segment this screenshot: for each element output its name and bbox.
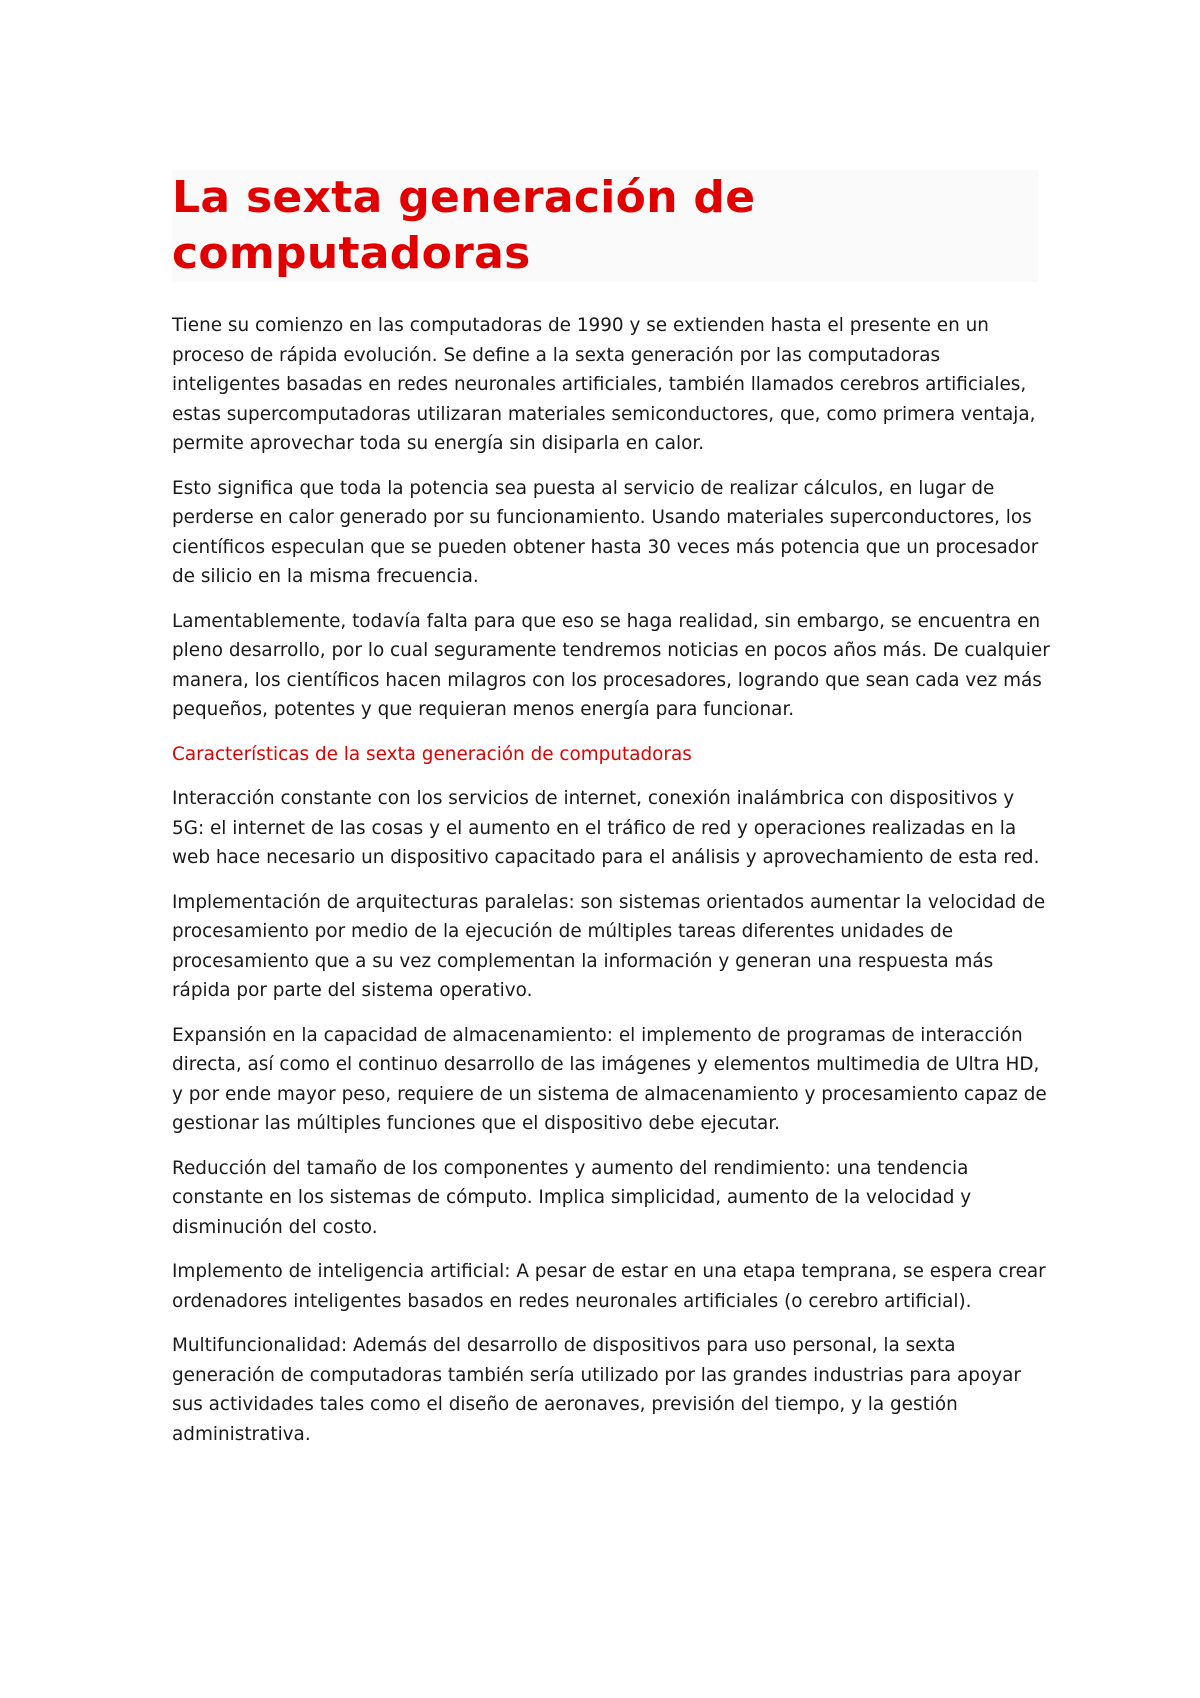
characteristic-paragraph: Expansión en la capacidad de almacenamiento: el implemento de programas de interacción directa, así como el continuo desarrollo de las imágenes y elementos multimedia de Ultra HD, y por ende mayor peso, requiere de un sistema de almacenamiento y procesamiento capaz de gestionar las múltiples funciones que el dispositivo debe ejecutar.	[172, 1024, 1047, 1134]
intro-paragraph-3: Lamentablemente, todavía falta para que eso se haga realidad, sin embargo, se encuentra en pleno desarrollo, por lo cual seguramente tendremos noticias en pocos años más. De cualquier manera, los científicos hacen milagros con los procesadores, logrando que sean cada vez más pequeños, potentes y que requieran menos energía para funcionar.	[172, 610, 1050, 720]
characteristic-paragraph: Reducción del tamaño de los componentes y aumento del rendimiento: una tendencia constante en los sistemas de cómputo. Implica simplicidad, aumento de la velocidad y disminución del costo.	[172, 1157, 972, 1238]
intro-paragraph-1: Tiene su comienzo en las computadoras de 1990 y se extienden hasta el presente en un proceso de rápida evolución. Se define a la sexta generación por las computadoras inteligentes basadas en redes neuronales artificiales, también llamados cerebros artificiales, estas supercomputadoras utilizaran materiales semiconductores, que, como primera ventaja, permite aprovechar toda su energía sin disiparla en calor.	[172, 315, 1036, 454]
intro-paragraph-2: Esto significa que toda la potencia sea puesta al servicio de realizar cálculos, en lugar de perderse en calor generado por su funcionamiento. Usando materiales superconductores, los científicos especulan que se pueden obtener hasta 30 veces más potencia que un procesador de silicio en la misma frecuencia.	[172, 477, 1039, 587]
section-subheading: Características de la sexta generación de computadoras	[172, 743, 692, 765]
characteristic-paragraph: Implementación de arquitecturas paralelas: son sistemas orientados aumentar la velocidad de procesamiento por medio de la ejecución de múltiples tareas diferentes unidades de procesamiento que a su vez complementan la información y generan una respuesta más rápida por parte del sistema operativo.	[172, 891, 1046, 1001]
page-title: La sexta generación de computadoras	[172, 172, 756, 279]
title-block	[172, 170, 1038, 282]
characteristic-paragraph: Implemento de inteligencia artificial: A pesar de estar en una etapa temprana, se espera crear ordenadores inteligentes basados en redes neuronales artificiales (o cerebro artificial).	[172, 1261, 1046, 1312]
characteristic-paragraph: Multifuncionalidad: Además del desarrollo de dispositivos para uso personal, la sexta generación de computadoras también sería utilizado por las grandes industrias para apoyar sus actividades tales como el diseño de aeronaves, previsión del tiempo, y la gestión administrativa.	[172, 1335, 1021, 1445]
characteristic-paragraph: Interacción constante con los servicios de internet, conexión inalámbrica con dispositivos y 5G: el internet de las cosas y el aumento en el tráfico de red y operaciones realizadas en la web hace necesario un dispositivo capacitado para el análisis y aprovechamiento de esta red.	[172, 788, 1040, 868]
document-body	[172, 311, 1052, 1464]
